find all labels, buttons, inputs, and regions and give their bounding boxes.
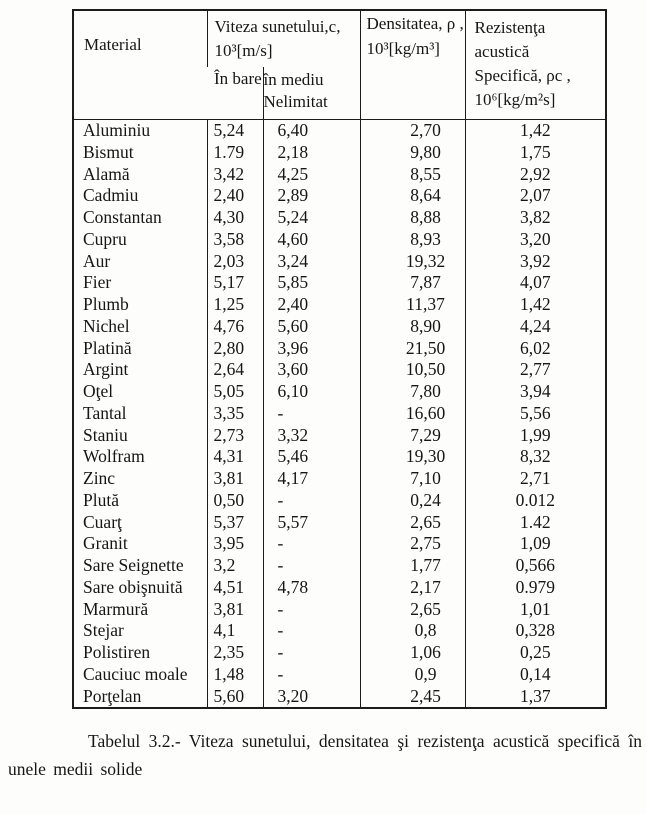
cell-density: 9,80	[360, 142, 465, 164]
cell-speed-in-bars: 3,35	[207, 403, 263, 425]
header-impedance-line4: 10⁶[kg/m²s]	[474, 90, 556, 109]
cell-material: Argint	[83, 359, 129, 380]
cell-speed-in-medium: -	[263, 533, 360, 555]
cell-speed-in-medium: 3,60	[263, 359, 360, 381]
cell-speed-in-bars: 3,2	[207, 555, 263, 577]
table-row	[73, 338, 606, 360]
cell-material: Polistiren	[83, 642, 151, 662]
cell-density: 1,06	[360, 642, 465, 664]
header-speed-title: Viteza sunetului,c,	[214, 17, 341, 36]
cell-density: 2,17	[360, 577, 465, 599]
cell-speed-in-bars: 5,17	[207, 272, 263, 294]
cell-speed-in-bars: 3,42	[207, 164, 263, 186]
cell-material: Marmură	[83, 598, 149, 619]
table-row	[73, 207, 606, 229]
table-caption: Tabelul 3.2.- Viteza sunetului, densitatea şi rezistenţa acustică specifică în unele medii solide	[8, 731, 642, 779]
cell-speed-in-bars: 3,95	[207, 533, 263, 555]
cell-speed-in-bars: 2,03	[207, 251, 263, 273]
cell-speed-in-medium: 2,40	[263, 294, 360, 316]
cell-acoustic-impedance: 0,25	[465, 642, 606, 664]
table-row	[73, 359, 606, 381]
table-row	[73, 446, 606, 468]
header-density-title: Densitatea, ρ ,	[366, 14, 464, 33]
cell-speed-in-medium: 2,89	[263, 185, 360, 207]
cell-speed-in-medium: -	[263, 620, 360, 642]
cell-material: Cuarţ	[83, 511, 122, 532]
cell-density: 2,65	[360, 512, 465, 534]
cell-acoustic-impedance: 3,94	[465, 381, 606, 403]
table-row	[73, 599, 606, 621]
cell-material: Plută	[83, 489, 119, 510]
table-row	[73, 316, 606, 338]
cell-acoustic-impedance: 1.42	[465, 512, 606, 534]
table-row	[73, 577, 606, 599]
cell-acoustic-impedance: 3,92	[465, 251, 606, 273]
cell-speed-in-medium: 4,78	[263, 577, 360, 599]
cell-density: 0,9	[360, 664, 465, 686]
cell-acoustic-impedance: 1,42	[465, 120, 606, 142]
cell-acoustic-impedance: 3,82	[465, 207, 606, 229]
cell-speed-in-bars: 5,60	[207, 686, 263, 709]
cell-density: 0,8	[360, 620, 465, 642]
cell-material: Nichel	[83, 315, 130, 336]
cell-density: 8,64	[360, 185, 465, 207]
table-row	[73, 142, 606, 164]
cell-speed-in-medium: 5,57	[263, 512, 360, 534]
cell-density: 19,32	[360, 251, 465, 273]
cell-density: 2,75	[360, 533, 465, 555]
cell-speed-in-bars: 4,51	[207, 577, 263, 599]
cell-speed-in-medium: -	[263, 664, 360, 686]
cell-density: 2,45	[360, 686, 465, 709]
cell-speed-in-bars: 4,76	[207, 316, 263, 338]
cell-acoustic-impedance: 0,14	[465, 664, 606, 686]
cell-speed-in-bars: 1,25	[207, 294, 263, 316]
cell-acoustic-impedance: 4,07	[465, 272, 606, 294]
cell-density: 7,29	[360, 425, 465, 447]
table-row	[73, 512, 606, 534]
table-header	[73, 10, 606, 120]
cell-acoustic-impedance: 8,32	[465, 446, 606, 468]
header-acoustic-impedance	[465, 10, 606, 120]
cell-speed-in-bars: 2,40	[207, 185, 263, 207]
table-row	[73, 555, 606, 577]
cell-density: 21,50	[360, 338, 465, 360]
cell-acoustic-impedance: 0,566	[465, 555, 606, 577]
cell-speed-in-medium: 2,18	[263, 142, 360, 164]
table-row	[73, 164, 606, 186]
table-row	[73, 490, 606, 512]
cell-material: Staniu	[83, 424, 128, 445]
cell-speed-in-medium: -	[263, 555, 360, 577]
cell-density: 19,30	[360, 446, 465, 468]
cell-acoustic-impedance: 2,77	[465, 359, 606, 381]
table-row	[73, 251, 606, 273]
cell-density: 7,10	[360, 468, 465, 490]
header-speed-of-sound	[207, 10, 360, 67]
cell-speed-in-bars: 3,58	[207, 229, 263, 251]
cell-speed-in-bars: 3,81	[207, 468, 263, 490]
cell-speed-in-medium: 4,25	[263, 164, 360, 186]
table-row	[73, 686, 606, 709]
cell-acoustic-impedance: 1,99	[465, 425, 606, 447]
header-in-bars-label: În bare	[214, 69, 262, 88]
cell-density: 8,93	[360, 229, 465, 251]
cell-material: Cadmiu	[83, 185, 139, 206]
cell-material: Zinc	[83, 468, 116, 488]
cell-speed-in-bars: 3,81	[207, 599, 263, 621]
table-row	[73, 381, 606, 403]
cell-speed-in-medium: 3,32	[263, 425, 360, 447]
cell-material: Porţelan	[83, 685, 142, 706]
cell-material: Tantal	[83, 402, 127, 423]
cell-material: Cauciuc moale	[83, 663, 188, 684]
cell-speed-in-medium: 5,46	[263, 446, 360, 468]
table-row	[73, 272, 606, 294]
cell-speed-in-medium: -	[263, 642, 360, 664]
cell-material: Aur	[83, 250, 111, 271]
cell-acoustic-impedance: 2,71	[465, 468, 606, 490]
cell-density: 8,55	[360, 164, 465, 186]
cell-speed-in-bars: 4,30	[207, 207, 263, 229]
table-row	[73, 229, 606, 251]
cell-acoustic-impedance: 6,02	[465, 338, 606, 360]
cell-acoustic-impedance: 1,09	[465, 533, 606, 555]
cell-speed-in-medium: 6,10	[263, 381, 360, 403]
cell-material: Wolfram	[83, 446, 145, 467]
header-material-label: Material	[84, 35, 142, 54]
header-density	[360, 10, 465, 120]
table-row	[73, 642, 606, 664]
cell-speed-in-medium: -	[263, 599, 360, 621]
header-density-unit: 10³[kg/m³]	[366, 39, 440, 58]
cell-acoustic-impedance: 1,37	[465, 686, 606, 709]
cell-material: Stejar	[83, 620, 124, 641]
header-unlimited-medium-line2: Nelimitat	[263, 92, 328, 111]
cell-material: Cupru	[83, 228, 127, 249]
table-body	[73, 120, 606, 709]
cell-speed-in-bars: 1.79	[207, 142, 263, 164]
cell-acoustic-impedance: 1,42	[465, 294, 606, 316]
cell-density: 7,87	[360, 272, 465, 294]
cell-material: Fier	[83, 272, 112, 293]
cell-material: Sare obişnuită	[83, 576, 183, 597]
cell-material: Oţel	[83, 381, 114, 401]
cell-speed-in-medium: 6,40	[263, 120, 360, 142]
cell-material: Plumb	[83, 294, 129, 314]
cell-speed-in-medium: 5,60	[263, 316, 360, 338]
cell-acoustic-impedance: 4,24	[465, 316, 606, 338]
cell-density: 1,77	[360, 555, 465, 577]
cell-speed-in-medium: -	[263, 403, 360, 425]
cell-material: Constantan	[83, 207, 162, 227]
cell-speed-in-bars: 5,24	[207, 120, 263, 142]
cell-speed-in-bars: 0,50	[207, 490, 263, 512]
header-in-bars	[207, 67, 263, 120]
cell-speed-in-bars: 4,1	[207, 620, 263, 642]
header-speed-unit: 10³[m/s]	[214, 41, 273, 60]
cell-speed-in-medium: 4,60	[263, 229, 360, 251]
cell-speed-in-bars: 4,31	[207, 446, 263, 468]
cell-speed-in-medium: 3,20	[263, 686, 360, 709]
cell-acoustic-impedance: 2,07	[465, 185, 606, 207]
cell-material: Sare Seignette	[83, 555, 184, 575]
header-material	[73, 10, 207, 120]
table-row	[73, 664, 606, 686]
cell-speed-in-bars: 2,64	[207, 359, 263, 381]
cell-speed-in-bars: 2,80	[207, 338, 263, 360]
cell-acoustic-impedance: 1,75	[465, 142, 606, 164]
cell-speed-in-medium: -	[263, 490, 360, 512]
cell-speed-in-medium: 3,96	[263, 338, 360, 360]
cell-material: Bismut	[83, 141, 134, 162]
cell-density: 7,80	[360, 381, 465, 403]
cell-density: 2,65	[360, 599, 465, 621]
header-impedance-line1: Rezistenţa	[474, 18, 546, 37]
cell-acoustic-impedance: 5,56	[465, 403, 606, 425]
cell-material: Aluminiu	[83, 120, 151, 140]
table-row	[73, 294, 606, 316]
header-unlimited-medium	[263, 67, 360, 120]
cell-acoustic-impedance: 3,20	[465, 229, 606, 251]
table-row	[73, 120, 606, 142]
cell-acoustic-impedance: 0.979	[465, 577, 606, 599]
cell-speed-in-bars: 2,73	[207, 425, 263, 447]
cell-density: 0,24	[360, 490, 465, 512]
cell-material: Platină	[83, 337, 132, 358]
cell-material: Granit	[83, 533, 128, 554]
header-impedance-line3: Specifică, ρc ,	[474, 66, 571, 85]
materials-acoustics-table	[72, 9, 607, 709]
cell-acoustic-impedance: 0.012	[465, 490, 606, 512]
table-row	[73, 533, 606, 555]
cell-density: 8,88	[360, 207, 465, 229]
table-row	[73, 468, 606, 490]
cell-speed-in-bars: 1,48	[207, 664, 263, 686]
cell-density: 16,60	[360, 403, 465, 425]
header-unlimited-medium-line1: în mediu	[263, 70, 324, 89]
cell-speed-in-medium: 4,17	[263, 468, 360, 490]
cell-speed-in-medium: 5,24	[263, 207, 360, 229]
cell-density: 2,70	[360, 120, 465, 142]
header-impedance-line2: acustică	[474, 42, 530, 61]
cell-speed-in-bars: 5,37	[207, 512, 263, 534]
cell-acoustic-impedance: 0,328	[465, 620, 606, 642]
cell-speed-in-bars: 2,35	[207, 642, 263, 664]
cell-material: Alamă	[83, 163, 130, 184]
table-row	[73, 620, 606, 642]
cell-speed-in-medium: 3,24	[263, 251, 360, 273]
cell-density: 10,50	[360, 359, 465, 381]
table-row	[73, 185, 606, 207]
cell-acoustic-impedance: 1,01	[465, 599, 606, 621]
cell-speed-in-medium: 5,85	[263, 272, 360, 294]
cell-speed-in-bars: 5,05	[207, 381, 263, 403]
table-row	[73, 403, 606, 425]
cell-acoustic-impedance: 2,92	[465, 164, 606, 186]
cell-density: 11,37	[360, 294, 465, 316]
cell-density: 8,90	[360, 316, 465, 338]
table-row	[73, 425, 606, 447]
